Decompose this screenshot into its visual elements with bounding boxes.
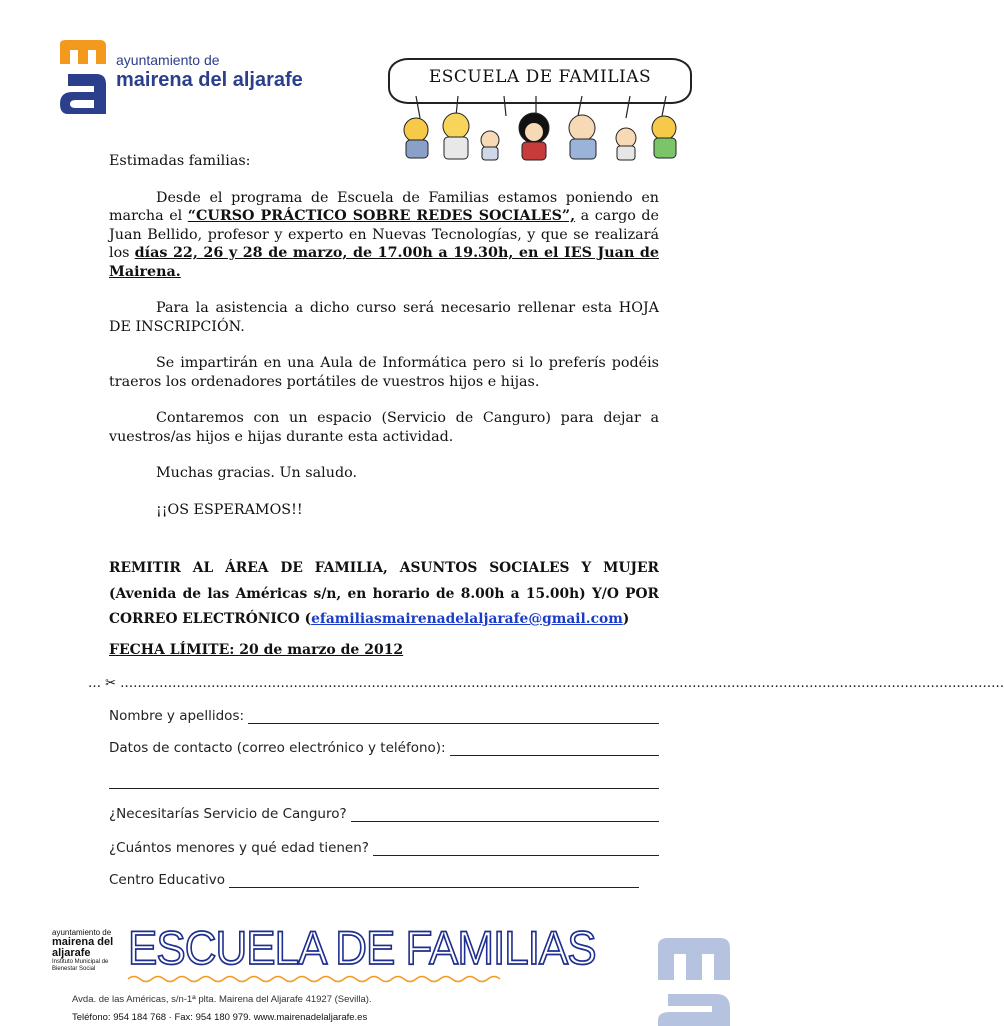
paragraph-closing: ¡¡OS ESPERAMOS!! xyxy=(156,501,303,518)
footer-phone: Teléfono: 954 184 768 · Fax: 954 180 979. www.mairenadelaljarafe.es xyxy=(72,1012,368,1023)
form-field-contact-extra xyxy=(109,776,659,789)
header-org-line1: ayuntamiento de xyxy=(116,52,220,68)
name-label: Nombre y apellidos: xyxy=(109,708,245,724)
header-org-line2: mairena del aljarafe xyxy=(116,69,303,91)
footer-org-name1: mairena del xyxy=(52,936,114,948)
footer-org-logo xyxy=(52,928,122,973)
contact-extra-input-line[interactable] xyxy=(109,776,659,789)
banner-title: ESCUELA DE FAMILIAS xyxy=(428,67,652,87)
footer-ma-watermark-icon xyxy=(656,936,732,1026)
deadline: FECHA LÍMITE: 20 de marzo de 2012 xyxy=(109,642,404,658)
cut-line: … ✂ …………………………………………………………………………………………………………………………………………………………………………………… xyxy=(88,676,1004,691)
intro-text-a: Desde el programa de Escuela de Familias estamos poniendo en marcha el xyxy=(109,189,659,224)
course-name: “CURSO PRÁCTICO SOBRE REDES SOCIALES”, xyxy=(187,208,576,224)
form-field-canguro xyxy=(109,806,659,822)
remit-close: ) xyxy=(622,611,630,627)
form-field-contact xyxy=(109,740,659,756)
footer-wave-divider xyxy=(128,974,506,984)
paragraph-childcare: Contaremos con un espacio (Servicio de Canguro) para dejar a vuestros/as hijos e hijas durante esta actividad. xyxy=(109,410,659,445)
remit-instructions xyxy=(109,556,659,633)
paragraph-registration: Para la asistencia a dicho curso será necesario rellenar esta HOJA DE INSCRIPCIÓN. xyxy=(109,300,659,335)
canguro-label: ¿Necesitarías Servicio de Canguro? xyxy=(109,806,347,822)
footer-address: Avda. de las Américas, s/n-1ª plta. Mairena del Aljarafe 41927 (Sevilla). xyxy=(72,994,372,1005)
menores-label: ¿Cuántos menores y qué edad tienen? xyxy=(109,840,369,856)
contact-input-line[interactable] xyxy=(450,743,659,756)
canguro-input-line[interactable] xyxy=(351,809,659,822)
footer-title: ESCUELA DE FAMILIAS xyxy=(128,922,596,975)
footer-org-sub2: Bienestar Social xyxy=(52,966,96,972)
paragraph-classroom: Se impartirán en una Aula de Informática pero si lo preferís podéis traeros los ordenadores portátiles de vuestros hijos e hijas. xyxy=(109,355,659,390)
form-field-centro xyxy=(109,872,639,888)
course-dates: días 22, 26 y 28 de marzo, de 17.00h a 19.30h, en el IES Juan de Mairena. xyxy=(109,245,659,280)
footer-org-small: ayuntamiento de xyxy=(52,928,112,937)
contact-label: Datos de contacto (correo electrónico y teléfono): xyxy=(109,740,446,756)
footer-org-sub1: Instituto Municipal de xyxy=(52,959,109,965)
ma-logo-icon xyxy=(58,38,108,116)
remit-text: REMITIR AL ÁREA DE FAMILIA, ASUNTOS SOCIALES Y MUJER (Avenida de las Américas s/n, en horario de 8.00h a 15.00h) Y/O POR CORREO ELECTRÓNICO ( xyxy=(109,560,659,627)
menores-input-line[interactable] xyxy=(373,843,659,856)
contact-email-link[interactable]: efamiliasmairenadelaljarafe@gmail.com xyxy=(311,611,623,627)
name-input-line[interactable] xyxy=(248,711,659,724)
letter-body xyxy=(109,152,659,519)
footer-org-name2: aljarafe xyxy=(52,947,91,959)
centro-input-line[interactable] xyxy=(229,875,639,888)
salutation: Estimadas familias: xyxy=(109,153,251,169)
intro-text-b: a cargo de Juan Bellido, profesor y experto en Nuevas Tecnologías, y que se realizará los xyxy=(109,208,659,261)
form-field-name xyxy=(109,708,659,724)
header-org-name xyxy=(116,52,303,92)
centro-label: Centro Educativo xyxy=(109,872,226,888)
paragraph-thanks: Muchas gracias. Un saludo. xyxy=(156,465,358,481)
form-field-menores xyxy=(109,840,659,856)
paragraph-intro xyxy=(109,189,659,282)
